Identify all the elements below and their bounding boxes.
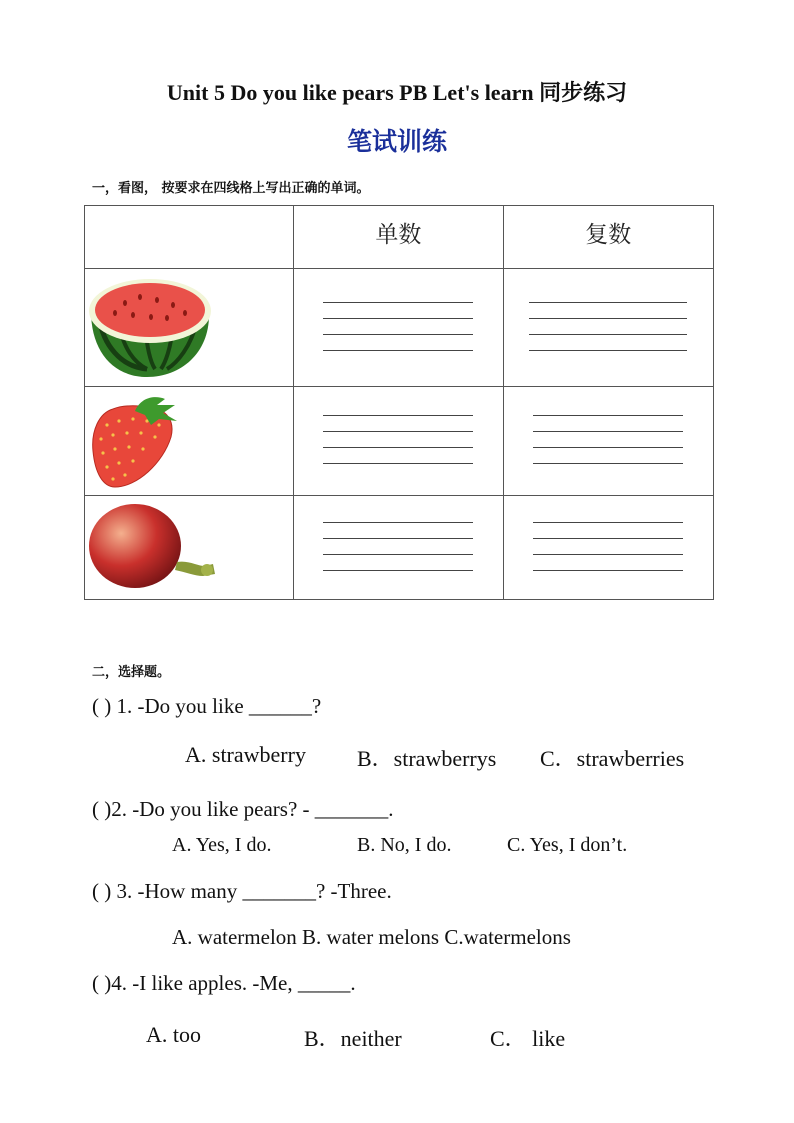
question-text: 4. -I like apples. -Me, _____. [111, 971, 356, 995]
option-a[interactable]: A. too [146, 1022, 201, 1047]
answer-paren[interactable]: ( ) [92, 694, 112, 718]
question-4 [92, 971, 356, 996]
option-c[interactable]: C. Yes, I don’t. [507, 834, 628, 856]
table-row [85, 496, 714, 600]
four-line-grid [533, 522, 683, 574]
page-subtitle: 笔试训练 [346, 127, 447, 156]
question-1-options [0, 742, 794, 772]
watermelon-icon [85, 273, 215, 383]
four-line-grid [533, 415, 683, 467]
question-text: 2. -Do you like pears? - _______. [111, 797, 394, 821]
option-a[interactable]: A. Yes, I do. [172, 834, 272, 856]
section-1-heading: 一，看图， 按要求在四线格上写出正确的单词。 [92, 181, 370, 196]
four-line-grid [323, 415, 473, 467]
header-singular-label: 单数 [375, 222, 422, 248]
four-line-grid [529, 302, 687, 354]
answer-paren[interactable]: ( ) [92, 797, 112, 821]
singular-writing-cell[interactable] [294, 269, 503, 387]
question-text: 3. -How many _______? -Three. [111, 879, 392, 903]
answer-paren[interactable]: ( ) [92, 879, 112, 903]
header-plural-label: 复数 [585, 222, 632, 248]
header-empty-cell [85, 206, 294, 269]
table-row [85, 269, 714, 387]
option-c[interactable]: C．strawberries [540, 746, 685, 771]
answer-paren[interactable]: ( ) [92, 971, 112, 995]
plural-writing-cell[interactable] [503, 496, 713, 600]
option-b[interactable]: B．neither [304, 1026, 402, 1051]
question-text: 1. -Do you like ______? [111, 694, 322, 718]
singular-writing-cell[interactable] [294, 496, 503, 600]
strawberry-icon [85, 391, 185, 491]
question-3-options [0, 925, 794, 953]
four-line-grid [323, 522, 473, 574]
section-2-heading: 二，选择题。 [92, 665, 171, 680]
header-singular [294, 206, 503, 269]
question-4-options [0, 1022, 794, 1052]
option-b[interactable]: B. No, I do. [357, 834, 452, 856]
page-title: Unit 5 Do you like pears PB Let's learn 同步练习 [166, 80, 628, 105]
header-plural [503, 206, 713, 269]
option-b[interactable]: B．strawberrys [357, 746, 497, 771]
four-line-grid [323, 302, 473, 354]
fruit-cell [85, 496, 294, 600]
question-3 [92, 879, 392, 904]
table-header-row [85, 206, 714, 269]
plural-writing-cell[interactable] [503, 387, 713, 496]
question-2-options [0, 834, 794, 862]
option-c[interactable]: C． like [490, 1026, 566, 1051]
plural-writing-cell[interactable] [503, 269, 713, 387]
grape-icon [85, 500, 220, 595]
question-2 [92, 797, 394, 822]
option-abc[interactable]: A. watermelon B. water melons C.watermelons [172, 925, 571, 949]
singular-writing-cell[interactable] [294, 387, 503, 496]
option-a[interactable]: A. strawberry [185, 742, 306, 767]
question-1 [92, 694, 321, 719]
fruit-cell [85, 387, 294, 496]
fruit-cell [85, 269, 294, 387]
table-row [85, 387, 714, 496]
word-writing-table [84, 205, 714, 600]
